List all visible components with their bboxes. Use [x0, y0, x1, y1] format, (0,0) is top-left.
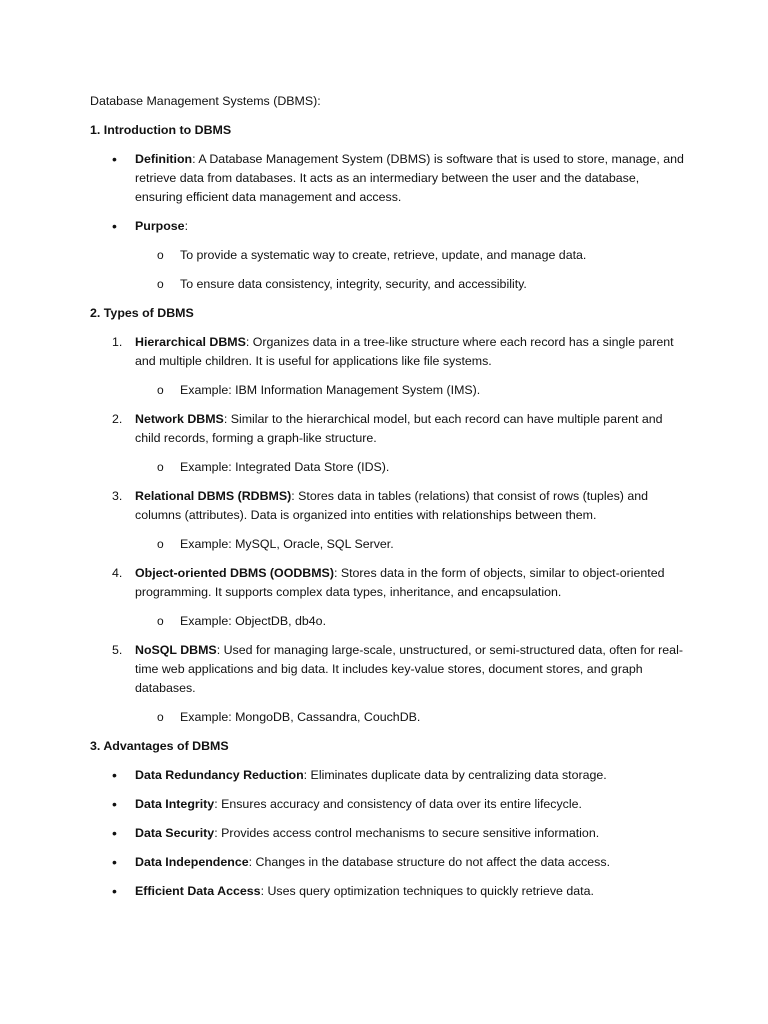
bullet-marker: • [112, 151, 117, 167]
item-text: : Changes in the database structure do not affect the data access. [248, 855, 611, 869]
sub-list-item [90, 381, 690, 400]
list-item-relational [90, 487, 690, 525]
bullet-marker: • [112, 767, 117, 783]
item-term: Relational DBMS (RDBMS) [135, 489, 292, 503]
list-item-hierarchical [90, 333, 690, 371]
item-text: : Provides access control mechanisms to secure sensitive information. [214, 826, 600, 840]
list-item-advantage [90, 882, 690, 901]
sub-bullet-marker: o [157, 277, 164, 291]
sub-item-text: Example: ObjectDB, db4o. [180, 614, 327, 628]
item-text: : Eliminates duplicate data by centralizing data storage. [303, 768, 607, 782]
item-text: : Ensures accuracy and consistency of data over its entire lifecycle. [214, 797, 582, 811]
sub-list-item [90, 246, 690, 265]
section-heading-advantages: 3. Advantages of DBMS [90, 739, 229, 753]
sub-bullet-marker: o [157, 248, 164, 262]
sub-list-item [90, 612, 690, 631]
sub-bullet-marker: o [157, 460, 164, 474]
sub-bullet-marker: o [157, 614, 164, 628]
number-marker: 1. [112, 335, 123, 349]
sub-bullet-marker: o [157, 710, 164, 724]
number-marker: 4. [112, 566, 123, 580]
section-heading-types: 2. Types of DBMS [90, 306, 194, 320]
sub-list-item [90, 708, 690, 727]
sub-list-item [90, 458, 690, 477]
document-title: Database Management Systems (DBMS): [90, 94, 321, 108]
item-text: : Stores data in tables (relations) that consist of rows (tuples) and columns (attributes). Data is organized into entities with relationships between them. [135, 489, 649, 522]
item-text: : Stores data in the form of objects, similar to object-oriented programming. It supports complex data types, inheritance, and encapsulation. [135, 566, 665, 599]
sub-list-item [90, 535, 690, 554]
bullet-marker: • [112, 883, 117, 899]
item-term: Definition [135, 152, 193, 166]
list-item-object-oriented [90, 564, 690, 602]
item-text: : Similar to the hierarchical model, but each record can have multiple parent and child records, forming a graph-like structure. [135, 412, 663, 445]
item-term: Hierarchical DBMS [135, 335, 246, 349]
list-item-definition [90, 150, 690, 207]
list-item-purpose [90, 217, 690, 236]
item-text: : Organizes data in a tree-like structure where each record has a single parent and multiple children. It is useful for applications like file systems. [135, 335, 674, 368]
sub-item-text: To ensure data consistency, integrity, security, and accessibility. [180, 277, 527, 291]
document-body [90, 92, 690, 911]
sub-list-item [90, 275, 690, 294]
item-term: Purpose [135, 219, 185, 233]
item-term: Data Integrity [135, 797, 215, 811]
item-term: Data Security [135, 826, 215, 840]
bullet-marker: • [112, 854, 117, 870]
item-term: Network DBMS [135, 412, 224, 426]
item-term: Efficient Data Access [135, 884, 261, 898]
sub-item-text: To provide a systematic way to create, retrieve, update, and manage data. [180, 248, 587, 262]
item-text: : Uses query optimization techniques to quickly retrieve data. [260, 884, 594, 898]
list-item-advantage [90, 766, 690, 785]
bullet-marker: • [112, 796, 117, 812]
sub-item-text: Example: MongoDB, Cassandra, CouchDB. [180, 710, 421, 724]
item-text: : [184, 219, 189, 233]
sub-bullet-marker: o [157, 383, 164, 397]
sub-item-text: Example: IBM Information Management System (IMS). [180, 383, 481, 397]
item-term: Data Independence [135, 855, 249, 869]
item-text: : Used for managing large-scale, unstructured, or semi-structured data, often for real-time web applications and big data. It includes key-value stores, document stores, and graph databases. [135, 643, 683, 695]
list-item-advantage [90, 853, 690, 872]
item-term: Object-oriented DBMS (OODBMS) [135, 566, 334, 580]
number-marker: 5. [112, 643, 123, 657]
list-item-network [90, 410, 690, 448]
bullet-marker: • [112, 218, 117, 234]
list-item-advantage [90, 824, 690, 843]
list-item-advantage [90, 795, 690, 814]
number-marker: 2. [112, 412, 123, 426]
sub-bullet-marker: o [157, 537, 164, 551]
section-heading-intro: 1. Introduction to DBMS [90, 123, 232, 137]
sub-item-text: Example: Integrated Data Store (IDS). [180, 460, 390, 474]
item-text: : A Database Management System (DBMS) is software that is used to store, manage, and retrieve data from databases. It acts as an intermediary between the user and the database, ensuring efficient data management and access. [135, 152, 684, 204]
number-marker: 3. [112, 489, 123, 503]
sub-item-text: Example: MySQL, Oracle, SQL Server. [180, 537, 394, 551]
bullet-marker: • [112, 825, 117, 841]
item-term: NoSQL DBMS [135, 643, 217, 657]
item-term: Data Redundancy Reduction [135, 768, 304, 782]
list-item-nosql [90, 641, 690, 698]
